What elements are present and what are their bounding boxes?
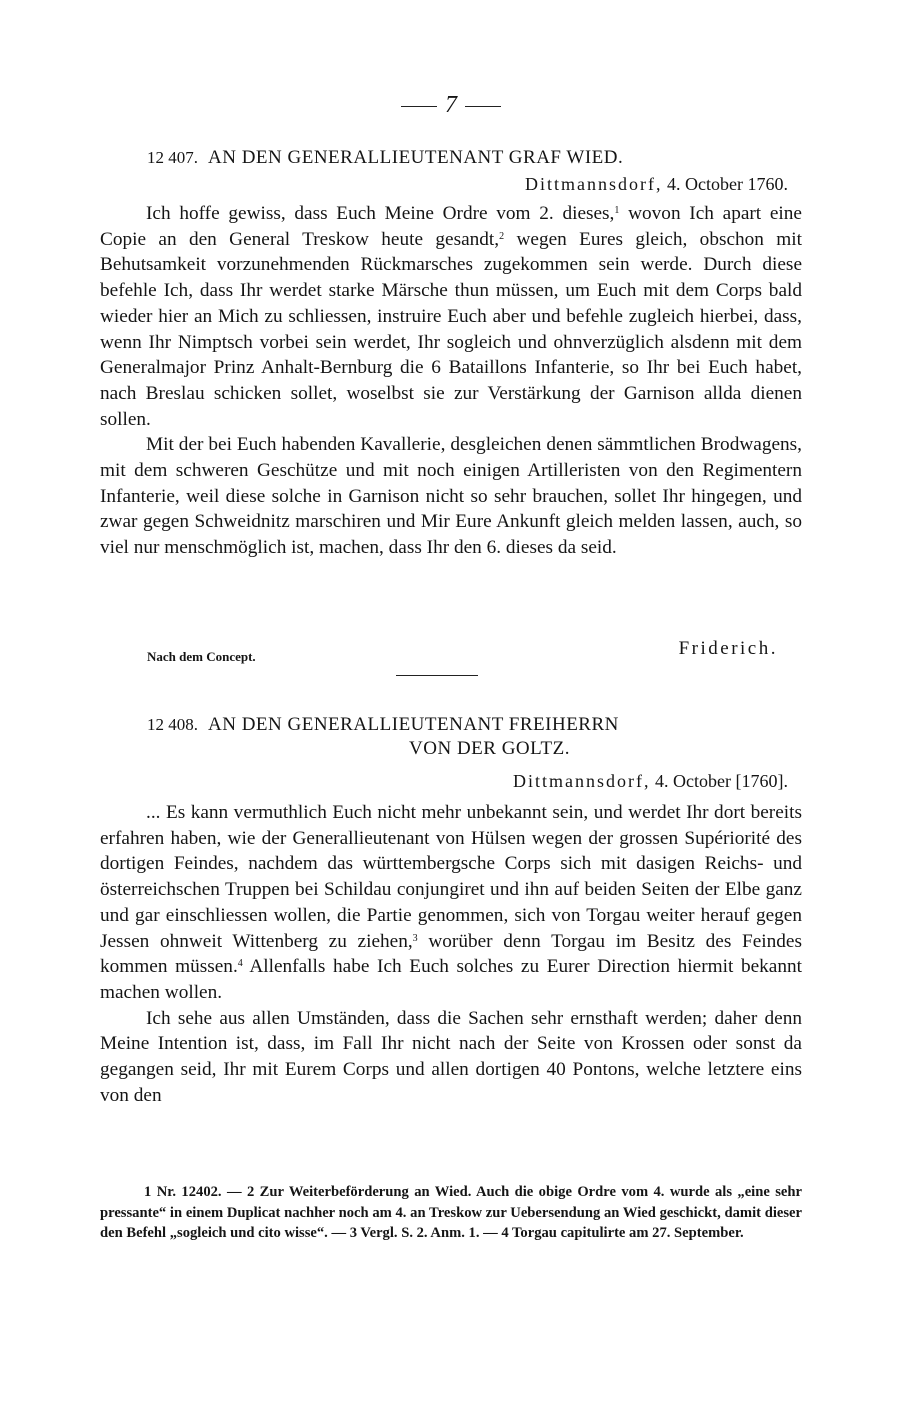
- letter-title-line2: VON DER GOLTZ.: [409, 738, 570, 759]
- document-page: [100, 0, 802, 1404]
- letter-body-12407: [100, 201, 802, 561]
- letter-heading-12407: [147, 146, 802, 170]
- text-run: Allenfalls habe Ich Euch solches zu Eurer Direction hiermit bekannt machen wollen.: [100, 956, 802, 1003]
- footnote-ref: 2: [499, 230, 505, 242]
- text-run: wovon Ich apart eine Copie an den General Treskow heute gesandt,: [100, 203, 802, 250]
- letter-heading-12408: [147, 713, 802, 761]
- section-divider: [396, 675, 478, 676]
- text-run: Ich hoffe gewiss, dass Euch Meine Ordre vom 2. dieses,: [146, 203, 615, 224]
- paragraph: [100, 800, 802, 1006]
- signature: Friderich.: [678, 638, 778, 659]
- text-run: ... Es kann vermuthlich Euch nicht mehr unbekannt sein, und werdet Ihr dort bereits erfahren haben, wie der Generallieutenant von Hülsen wegen der grossen Supériorité des dortigen Feindes, nachdem das württembergsche Corps sich mit dasigen Reichs- und österreichschen Truppen bei Schildau conjungiret und ihn auf beiden Seiten der Elbe ganz und gar einschliessen wollen, die Partie genommen, sich von Torgau weiter herauf gegen Jessen ohnweit Wittenberg zu ziehen,: [100, 802, 802, 952]
- source-note: Nach dem Concept.: [147, 649, 256, 664]
- paragraph: Mit der bei Euch habenden Kavallerie, desgleichen denen sämmtlichen Brodwagens, mit dem schweren Geschütze und mit noch einigen Artilleristen von den Regimentern Infanterie, weil diese solche in Garnison nicht so sehr brauchen, sollet Ihr hingegen, und zwar gegen Schweidnitz marschiren und Mir Eure Ankunft gleich melden lassen, auch, so viel nur menschmöglich ist, machen, dass Ihr den 6. dieses da seid.: [100, 434, 802, 559]
- letter-title: AN DEN GENERALLIEUTENANT GRAF WIED.: [208, 147, 624, 168]
- page-header: [100, 92, 802, 119]
- letter-number: 12 407.: [147, 148, 198, 167]
- letter-place: Dittmannsdorf,: [513, 771, 651, 791]
- letter-number: 12 408.: [147, 715, 198, 734]
- footnote-ref: 3: [412, 932, 418, 944]
- letter-date: 4. October 1760.: [667, 174, 788, 194]
- paragraph: Ich sehe aus allen Umständen, dass die Sachen sehr ernsthaft werden; daher denn Meine Intention ist, dass, im Fall Ihr nicht nach der Seite von Krossen oder sonst da gegangen seid, Ihr mit Eurem Corps und allen dortigen 40 Pontons, welche letztere eins von den: [100, 1007, 802, 1106]
- paragraph: [100, 201, 802, 432]
- footnotes: [100, 1182, 802, 1244]
- letter-dateline: [525, 174, 788, 195]
- letter-body-12408: [100, 800, 802, 1108]
- divider-left: [401, 106, 437, 107]
- letter-place: Dittmannsdorf,: [525, 174, 663, 194]
- letter-dateline: [513, 771, 788, 792]
- text-run: wegen Eures gleich, obschon mit Behutsamkeit vorzunehmenden Rückmarsches zugekommen sein werde. Durch diese befehle Ich, dass Ihr werdet starke Märsche thun müssen, um Euch mit dem Corps bald wieder hier an Mich zu schliessen, instruire Euch aber und befehle zugleich hierbei, dass, wenn Ihr Nimptsch vorbei sein werdet, Ihr sogleich und ohnverzüglich alsdenn mit dem Generalmajor Prinz Anhalt-Bernburg die 6 Bataillons Infanterie, so Ihr bei Euch habet, nach Breslau schicken sollet, woselbst sie zur Verstärkung der Garnison allda dienen sollen.: [100, 228, 802, 430]
- footnote-ref: 1: [614, 205, 620, 216]
- footnote-text: 1 Nr. 12402. — 2 Zur Weiterbeförderung an Wied. Auch die obige Ordre vom 4. wurde als „eine sehr pressante“ in einem Duplicat nachher noch am 4. an Treskow zur Uebersendung an Wied geschickt, damit dieser den Befehl „sogleich und cito wisse“. — 3 Vergl. S. 2. Anm. 1. — 4 Torgau capitulirte am 27. September.: [100, 1184, 802, 1242]
- text-run: worüber denn Torgau im Besitz des Feindes kommen müssen.: [100, 930, 802, 978]
- letter-title-line1: AN DEN GENERALLIEUTENANT FREIHERRN: [208, 714, 619, 735]
- divider-right: [465, 106, 501, 107]
- page-number: 7: [445, 92, 457, 118]
- footnote-ref: 4: [237, 958, 243, 970]
- letter-date: 4. October [1760].: [655, 771, 788, 791]
